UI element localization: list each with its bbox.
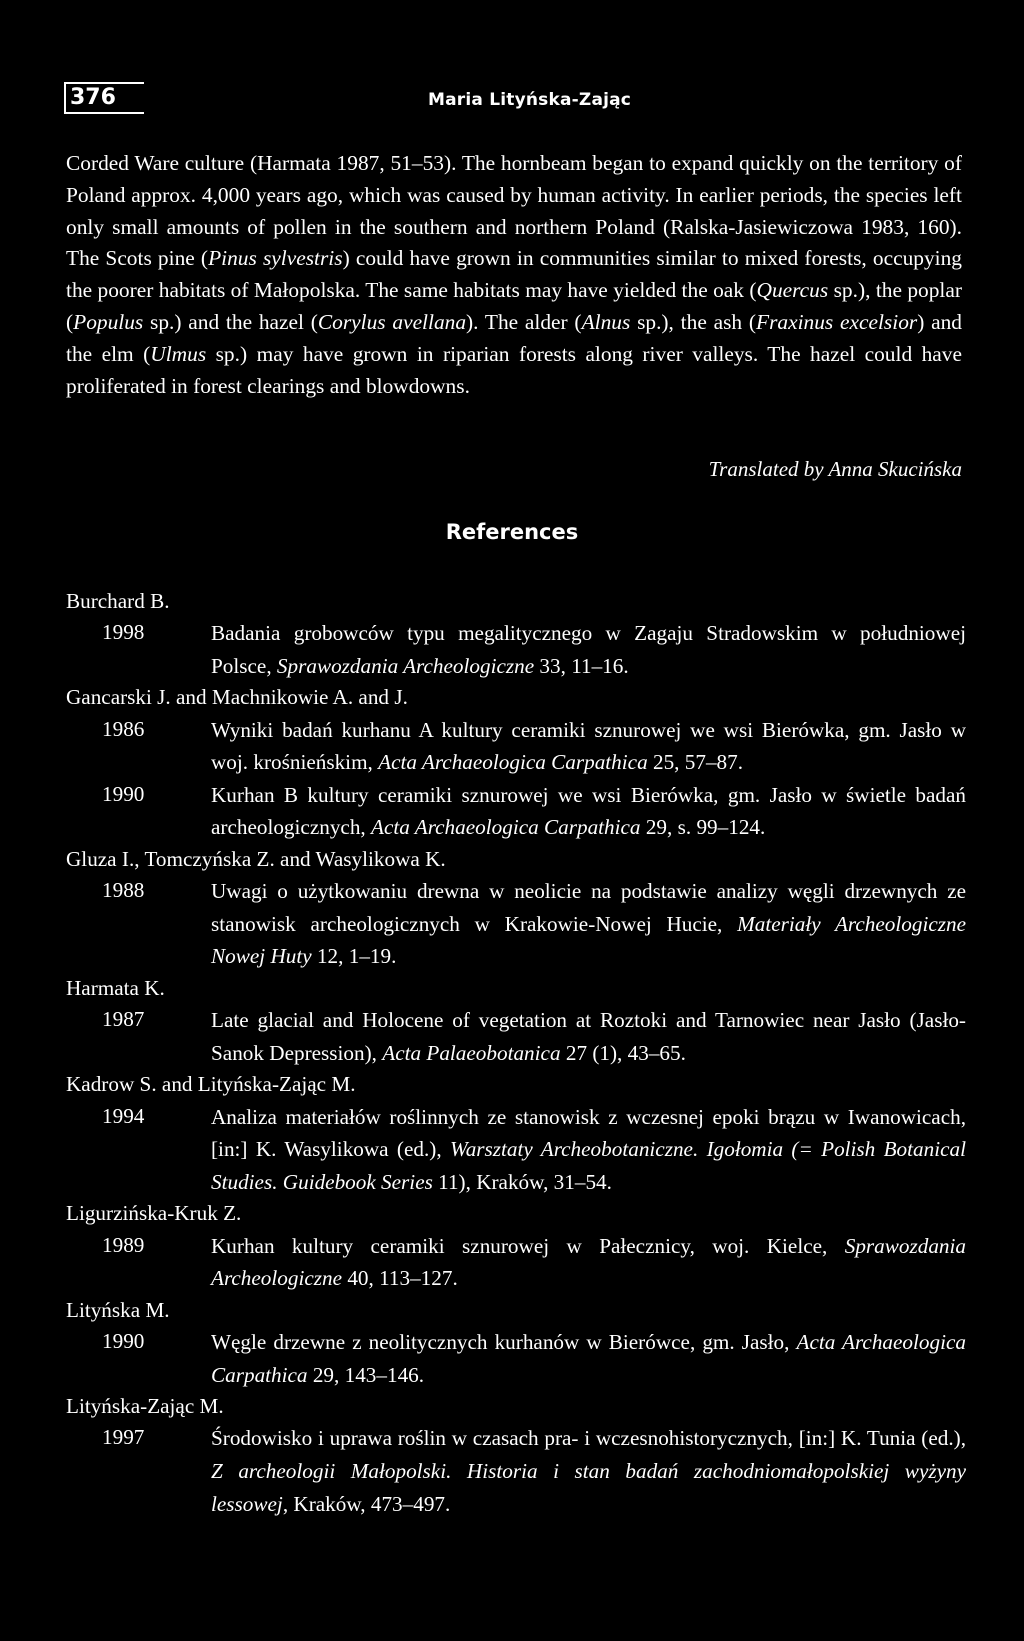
reference-entry [66, 714, 966, 779]
reference-year: 1997 [102, 1425, 145, 1450]
reference-text-part: 27 (1), 43–65. [560, 1040, 686, 1065]
reference-text [211, 1326, 966, 1391]
reference-entry [66, 617, 966, 682]
reference-author: Gancarski J. and Machnikowie A. and J. [66, 685, 408, 710]
running-head-author: Maria Lityńska-Zając [428, 90, 632, 110]
reference-year: 1990 [102, 1328, 145, 1353]
reference-author: Harmata K. [66, 975, 165, 1000]
reference-text-part: 33, 11–16. [534, 653, 629, 678]
reference-text [211, 1004, 966, 1069]
reference-text [211, 779, 966, 844]
reference-text [211, 1422, 966, 1520]
reference-text-part: Analiza materiałów roślinnych ze stanowisk z wczesnej epoki brązu w Iwanowicach, [in:] K. Wasylikowa (ed.), [211, 1104, 966, 1162]
reference-text-part: Wyniki badań kurhanu A kultury ceramiki sznurowej we wsi Bierówka, gm. Jasło w woj. krośnieńskim, [211, 717, 966, 775]
body-paragraph [66, 148, 962, 402]
reference-year: 1990 [102, 781, 145, 806]
reference-text-part: 29, 143–146. [307, 1362, 425, 1387]
reference-title-italic: Materiały Archeologiczne Nowej Huty [211, 911, 966, 969]
reference-entry [66, 875, 966, 973]
reference-title-italic: Z archeologii Małopolski. Historia i stan badań zachodniomałopolskiej wyżyny lessowej [211, 1458, 966, 1516]
reference-author: Lityńska M. [66, 1297, 170, 1322]
reference-text-part: Kurhan B kultury ceramiki sznurowej we wsi Bierówka, gm. Jasło w świetle badań archeologicznych, [211, 782, 966, 840]
reference-text-part: , Kraków, 473–497. [282, 1491, 451, 1516]
reference-title-italic: Sprawozdania Archeologiczne [276, 653, 535, 678]
reference-title-italic: Warsztaty Archeobotaniczne. Igołomia (= Polish Botanical Studies. Guidebook Series [211, 1137, 966, 1194]
reference-text [211, 1101, 966, 1199]
reference-author: Lityńska-Zając M. [66, 1394, 224, 1419]
paragraph-text: Corded Ware culture (Harmata 1987, 51–53). The hornbeam began to expand quickly on the territory of Poland approx. 4,000 years ago, which was caused by human activity. In earlier periods, the species left only small amounts of pollen in the southern and northern Poland (Ralska-Jasiewiczowa 1983, 160). The Scots pine (Pinus sylvestris) could have grown in communities similar to mixed forests, occupying the poorer habitats of Małopolska. The same habitats may have yielded the oak (Quercus sp.), the poplar (Populus sp.) and the hazel (Corylus avellana). The alder (Alnus sp.), the ash (Fraxinus excelsior) and the elm (Ulmus sp.) may have grown in riparian forests along river valleys. The hazel could have proliferated in forest clearings and blowdowns. [66, 151, 963, 398]
reference-text-part: 29, s. 99–124. [640, 815, 766, 840]
reference-entry [66, 1326, 966, 1391]
reference-entry [66, 779, 966, 844]
reference-text-part: Late glacial and Holocene of vegetation at Roztoki and Tarnowiec near Jasło (Jasło-Sanok Depression), [211, 1008, 966, 1065]
reference-text-part: Środowisko i uprawa roślin w czasach pra- i wczesnohistorycznych, [in:] K. Tunia (ed.), [211, 1426, 966, 1451]
reference-title-italic: Sprawozdania Archeologiczne [211, 1233, 966, 1291]
page-number: 376 [70, 85, 116, 110]
reference-text-part: Uwagi o użytkowaniu drewna w neolicie na podstawie analizy węgli drzewnych ze stanowisk archeologicznych w Krakowie-Nowej Hucie, [211, 879, 966, 936]
reference-author: Kadrow S. and Lityńska-Zając M. [66, 1072, 356, 1097]
reference-year: 1987 [102, 1007, 145, 1032]
reference-entry [66, 1422, 966, 1520]
translator-credit: Translated by Anna Skucińska [708, 457, 962, 481]
reference-entry [66, 1230, 966, 1295]
reference-author: Gluza I., Tomczyńska Z. and Wasylikowa K. [66, 846, 446, 871]
reference-year: 1994 [102, 1103, 145, 1128]
reference-year: 1986 [102, 716, 145, 741]
reference-text-part: Węgle drzewne z neolitycznych kurhanów w Bierówce, gm. Jasło, [211, 1329, 797, 1354]
reference-text-part: 11), Kraków, 31–54. [432, 1169, 612, 1194]
reference-year: 1998 [102, 620, 145, 645]
reference-title-italic: Acta Archaeologica Carpathica [378, 750, 648, 775]
reference-title-italic: Acta Archaeologica Carpathica [211, 1329, 966, 1387]
reference-author: Burchard B. [66, 589, 170, 613]
reference-author: Ligurzińska-Kruk Z. [66, 1201, 242, 1226]
reference-year: 1989 [102, 1232, 145, 1257]
references-heading: References [445, 520, 579, 544]
reference-entry [66, 1004, 966, 1069]
reference-text [211, 1230, 966, 1295]
reference-title-italic: Acta Archaeologica Carpathica [371, 815, 641, 840]
reference-year: 1988 [102, 878, 145, 903]
reference-text-part: 40, 113–127. [342, 1266, 458, 1291]
reference-title-italic: Acta Palaeobotanica [382, 1040, 561, 1065]
reference-text [211, 875, 966, 973]
reference-text-part: 25, 57–87. [647, 750, 744, 775]
page-number-box [64, 82, 144, 114]
reference-text-part: Badania grobowców typu megalitycznego w Zagaju Stradowskim w południowej Polsce, [211, 621, 966, 678]
reference-text [211, 714, 966, 779]
reference-entry [66, 1101, 966, 1199]
reference-text [211, 617, 966, 682]
reference-text-part: 12, 1–19. [311, 944, 397, 969]
references-list [66, 586, 966, 1520]
reference-text-part: Kurhan kultury ceramiki sznurowej w Pałecznicy, woj. Kielce, [211, 1233, 845, 1258]
